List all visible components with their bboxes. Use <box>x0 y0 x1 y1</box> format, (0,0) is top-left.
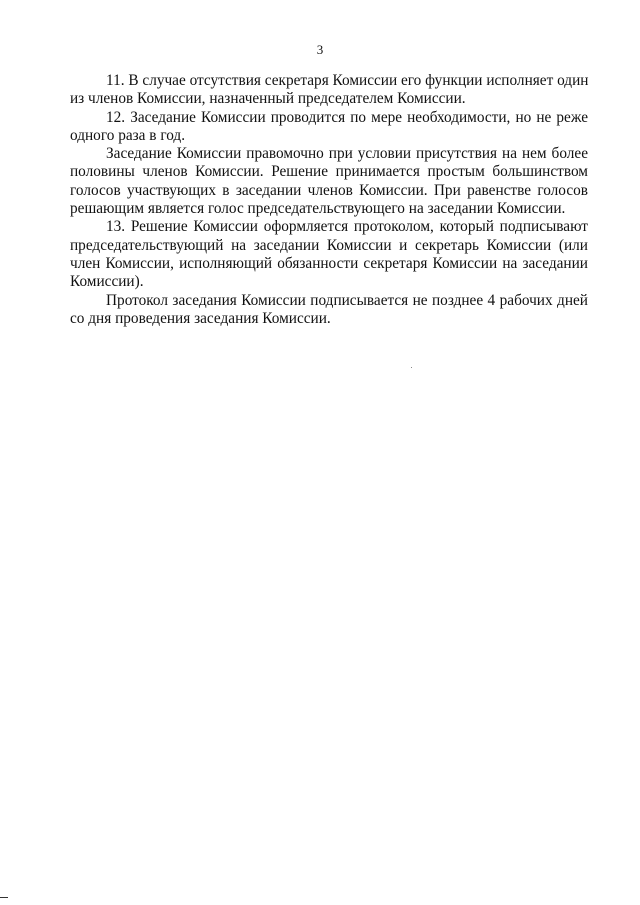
text-line: Комиссии). <box>70 273 144 291</box>
text-line: Заседание Комиссии правомочно при условии присутствия на нем более <box>106 145 588 163</box>
text-line: одного раза в год. <box>70 126 186 144</box>
text-line: голосов участвующих в заседании членов Комиссии. При равенстве голосов <box>70 181 588 199</box>
text-line: 11. В случае отсутствия секретаря Комиссии его функции исполняет один <box>106 72 589 89</box>
text-line: Протокол заседания Комиссии подписывается не позднее 4 рабочих дней <box>106 291 588 309</box>
paragraph-12-quorum <box>70 145 588 218</box>
text-line: половины членов Комиссии. Решение принимается простым большинством <box>70 163 588 181</box>
text-line: решающим является голос председательствующего на заседании Комиссии. <box>70 200 566 218</box>
text-line: из членов Комиссии, назначенный председателем Комиссии. <box>70 90 466 108</box>
scan-speck <box>411 367 412 368</box>
paragraph-12 <box>70 109 588 146</box>
document-body <box>70 72 588 328</box>
text-line: со дня проведения заседания Комиссии. <box>70 309 331 327</box>
scan-edge-mark <box>0 897 8 898</box>
text-line: 12. Заседание Комиссии проводится по мере необходимости, но не реже <box>106 108 588 126</box>
page-number: 3 <box>316 42 324 57</box>
paragraph-13 <box>70 218 588 291</box>
paragraph-13-signing <box>70 292 588 329</box>
paragraph-11 <box>70 72 588 109</box>
text-line: 13. Решение Комиссии оформляется протоколом, который подписывают <box>106 218 588 236</box>
text-line: председательствующий на заседании Комиссии и секретарь Комиссии (или <box>70 236 588 254</box>
text-line: член Комиссии, исполняющий обязанности секретаря Комиссии на заседании <box>70 254 588 272</box>
